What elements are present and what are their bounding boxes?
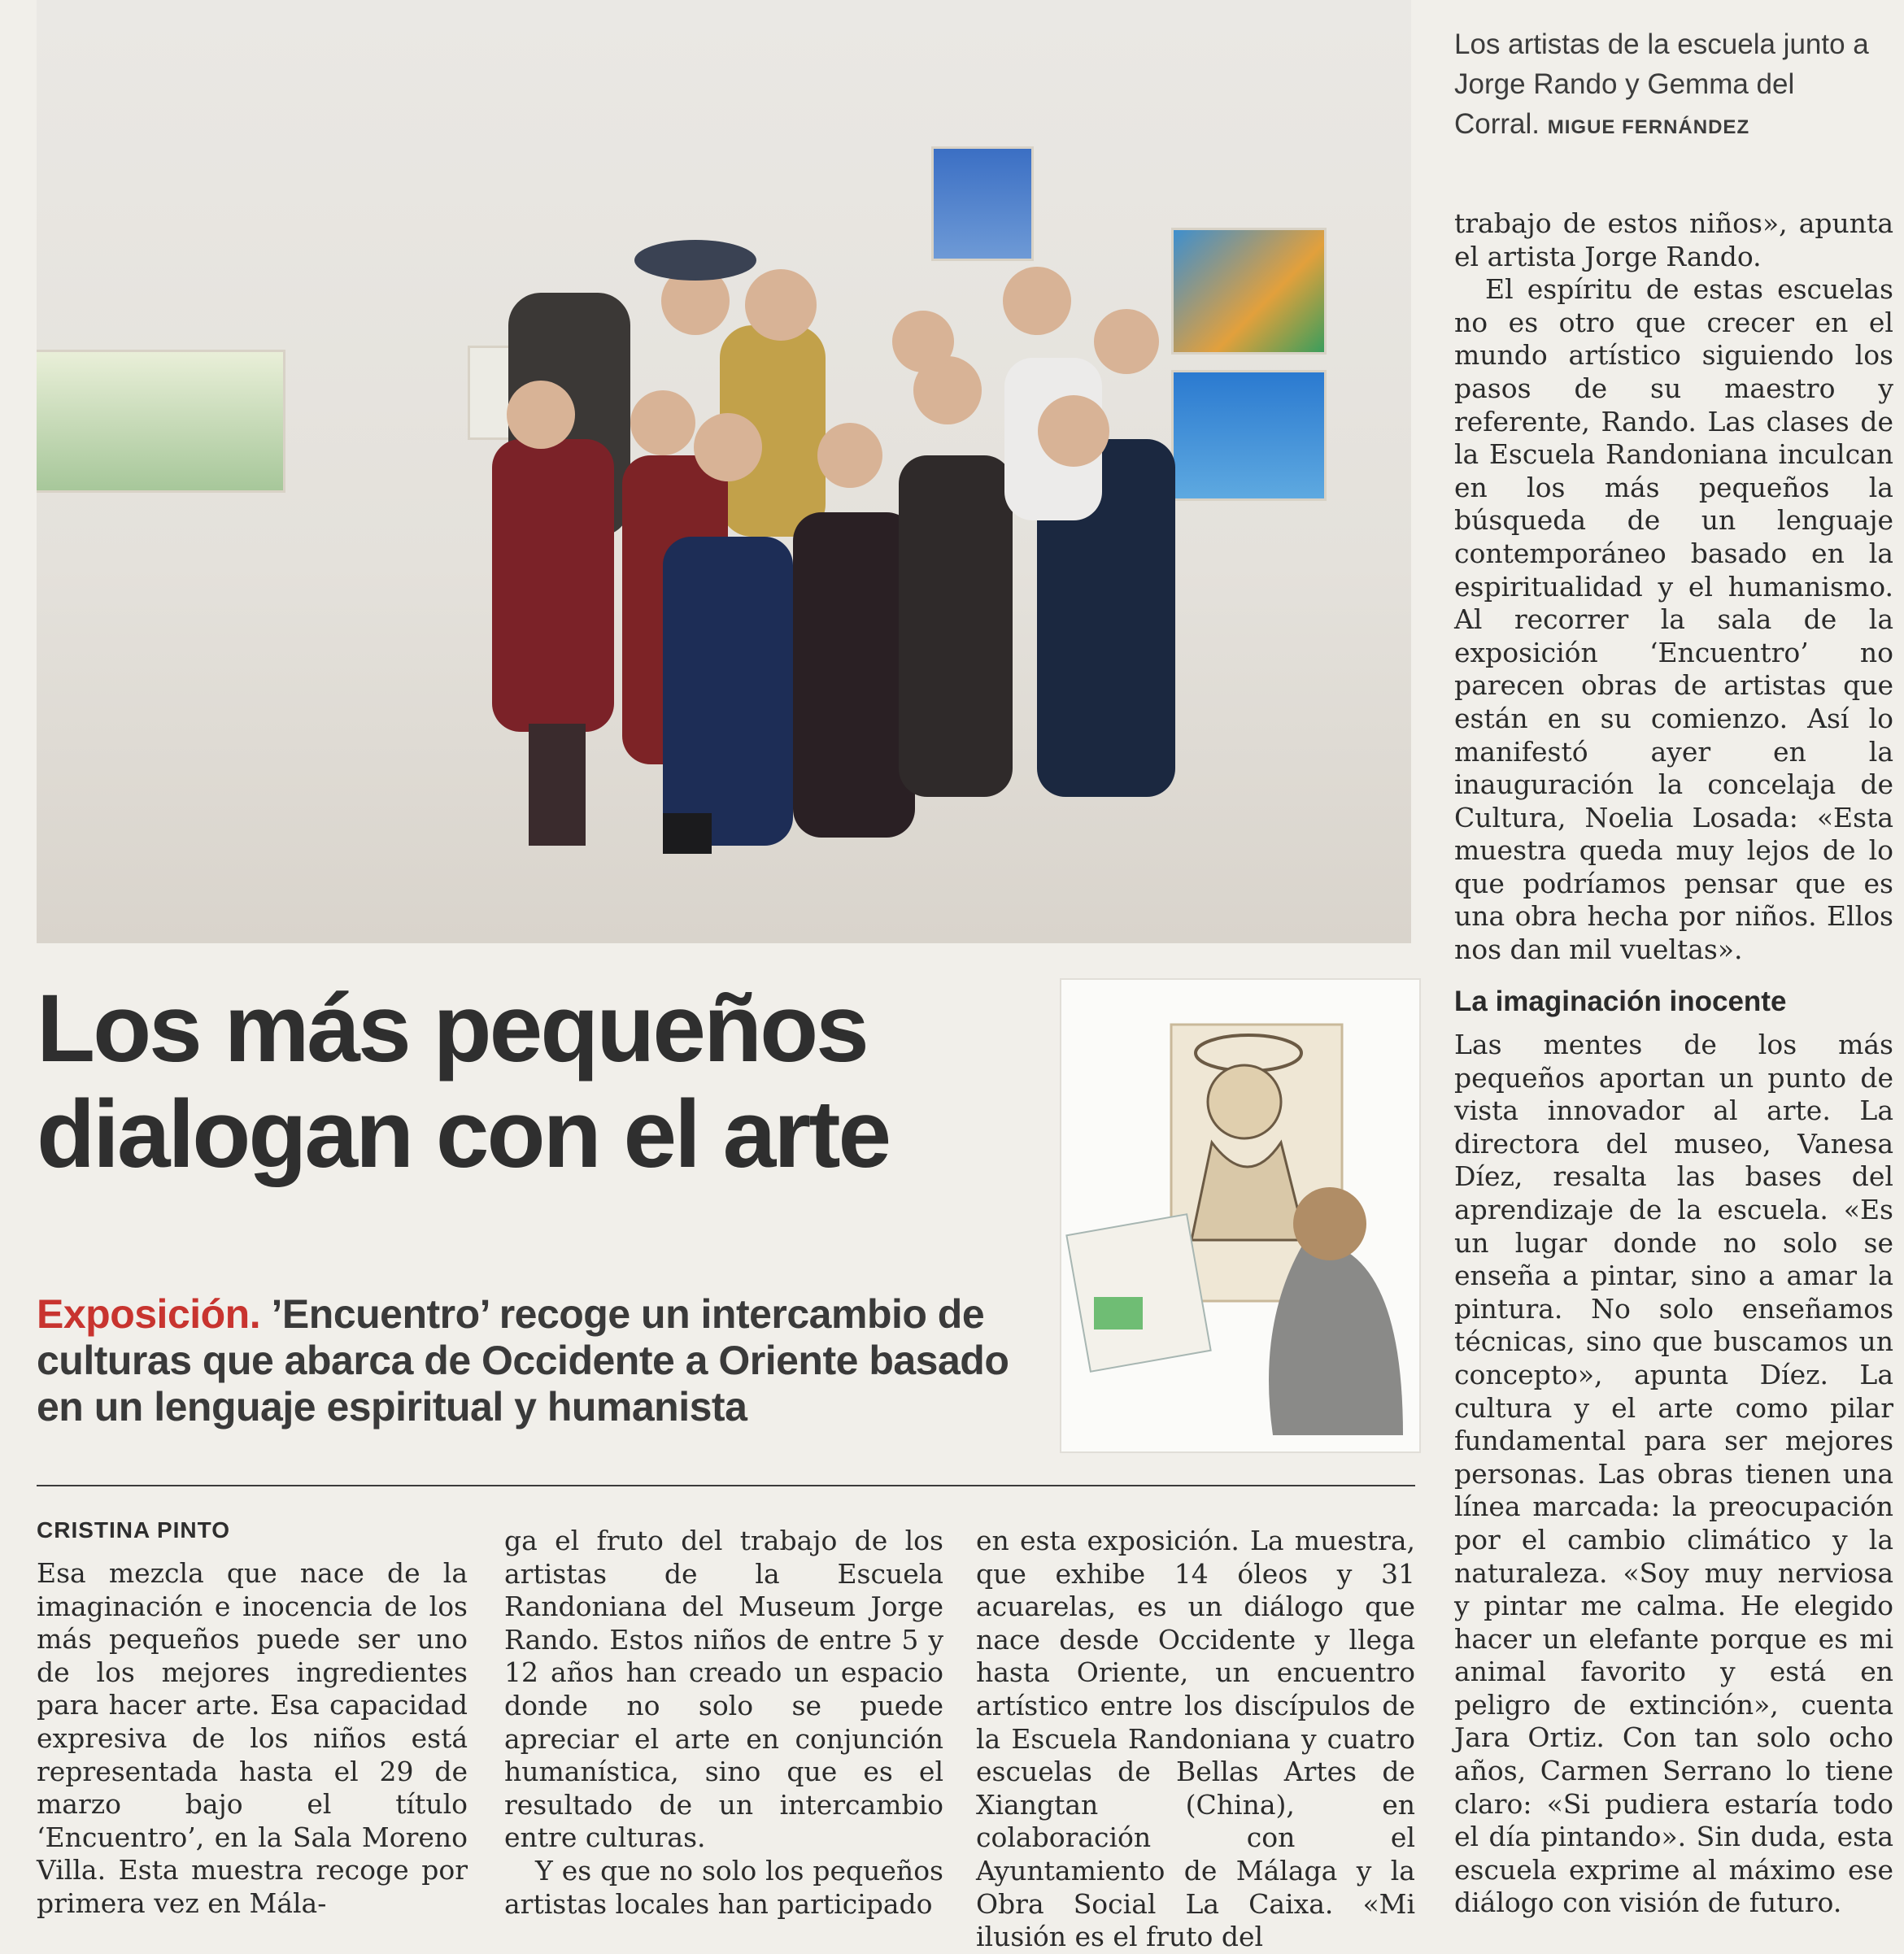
- body-paragraph: Las mentes de los más pequeños aportan un punto de vista innovador al arte. La directora del museo, Vanesa Díez, resalta las bases del aprendizaje de la escuela. «Es un lugar donde no solo se enseña a pintar, sino a amar la pintura. No solo enseñamos técnicas, sino que buscamos un concepto», apunta Díez. La cultura y el arte como pilar fundamental para ser mejores personas. Las obras tienen una línea marcada: la preocupación por el cambio climático y la naturaleza. «Soy muy nerviosa y pintar me calma. He elegido hacer un elefante porque es mi animal favorito y está en peligro de extinción», cuenta Jara Ortiz. Con tan solo ocho años, Carmen Serrano lo tiene claro: «Si pudiera estaría todo el día pintando». Sin duda, esta escuela exprime al máximo ese diálogo con visión de futuro.: [1454, 1029, 1893, 1919]
- photo-caption: [1454, 24, 1877, 147]
- byline: CRISTINA PINTO: [37, 1517, 231, 1543]
- body-paragraph: El espíritu de estas escuelas no es otro que crecer en el mundo artístico siguiendo los pasos de su maestro y referente, Rando. Las clases de la Escuela Randoniana inculcan en los más pequeños la búsqueda de un lenguaje contemporáneo basado en la espiritualidad y el humanismo. Al recorrer la sala de la exposición ‘Encuentro’ no parecen obras de artistas que están en su comienzo. Así lo manifestó ayer en la inauguración la concelaja de Cultura, Noelia Losada: «Esta muestra queda muy lejos de lo que podríamos pensar que es una obra hecha por niños. Ellos nos dan mil vueltas».: [1454, 273, 1893, 966]
- body-paragraph: Esa mezcla que nace de la imaginación e inocencia de los más pequeños puede ser uno de los mejores ingredientes para hacer arte. Esa capacidad expresiva de los niños está representada hasta el 29 de marzo bajo el título ‘Encuentro’, en la Sala Moreno Villa. Esta muestra recoge por primera vez en Mála-: [37, 1557, 468, 1919]
- group-photo-figures: [37, 0, 1411, 943]
- section-subhead: La imaginación inocente: [1454, 986, 1787, 1017]
- body-paragraph: trabajo de estos niños», apunta el artista Jorge Rando.: [1454, 207, 1893, 272]
- body-paragraph: ga el fruto del trabajo de los artistas de la Escuela Randoniana del Museum Jorge Rando. Estos niños de entre 5 y 12 años han creado un espacio donde no solo se puede apreciar el arte en conjunción humanística, sino que es el resultado de un intercambio entre culturas.: [504, 1525, 943, 1854]
- section-rule: [37, 1485, 1415, 1486]
- photo-credit: MIGUE FERNÁNDEZ: [1547, 116, 1750, 138]
- body-column-3: [976, 1525, 1415, 1954]
- right-column-top: [1454, 207, 1893, 967]
- body-paragraph: Y es que no solo los pequeños artistas locales han participado: [504, 1854, 943, 1920]
- deck: [37, 1291, 1045, 1430]
- deck-text: ’Encuentro’ recoge un intercambio de culturas que abarca de Occidente a Oriente basado en un lenguaje espiritual y humanista: [37, 1291, 1009, 1430]
- secondary-photo: [1061, 980, 1419, 1451]
- headline: Los más pequeños dialogan con el arte: [37, 975, 890, 1188]
- main-photo: [37, 0, 1411, 943]
- body-column-1: [37, 1557, 468, 1921]
- photo-caption-text: Los artistas de la escuela junto a Jorge Rando y Gemma del Corral.: [1454, 28, 1869, 140]
- secondary-photo-image: [1061, 980, 1419, 1451]
- right-column-bottom: [1454, 1029, 1893, 1920]
- body-paragraph: en esta exposición. La muestra, que exhibe 14 óleos y 31 acuarelas, es un diálogo que nace desde Occidente y llega hasta Oriente, un encuentro artístico entre los discípulos de la Escuela Randoniana y cuatro escuelas de Bellas Artes de Xiangtan (China), en colaboración con el Ayuntamiento de Málaga y la Obra Social La Caixa. «Mi ilusión es el fruto del: [976, 1525, 1415, 1953]
- body-column-2: [504, 1525, 943, 1921]
- deck-label: Exposición.: [37, 1291, 261, 1337]
